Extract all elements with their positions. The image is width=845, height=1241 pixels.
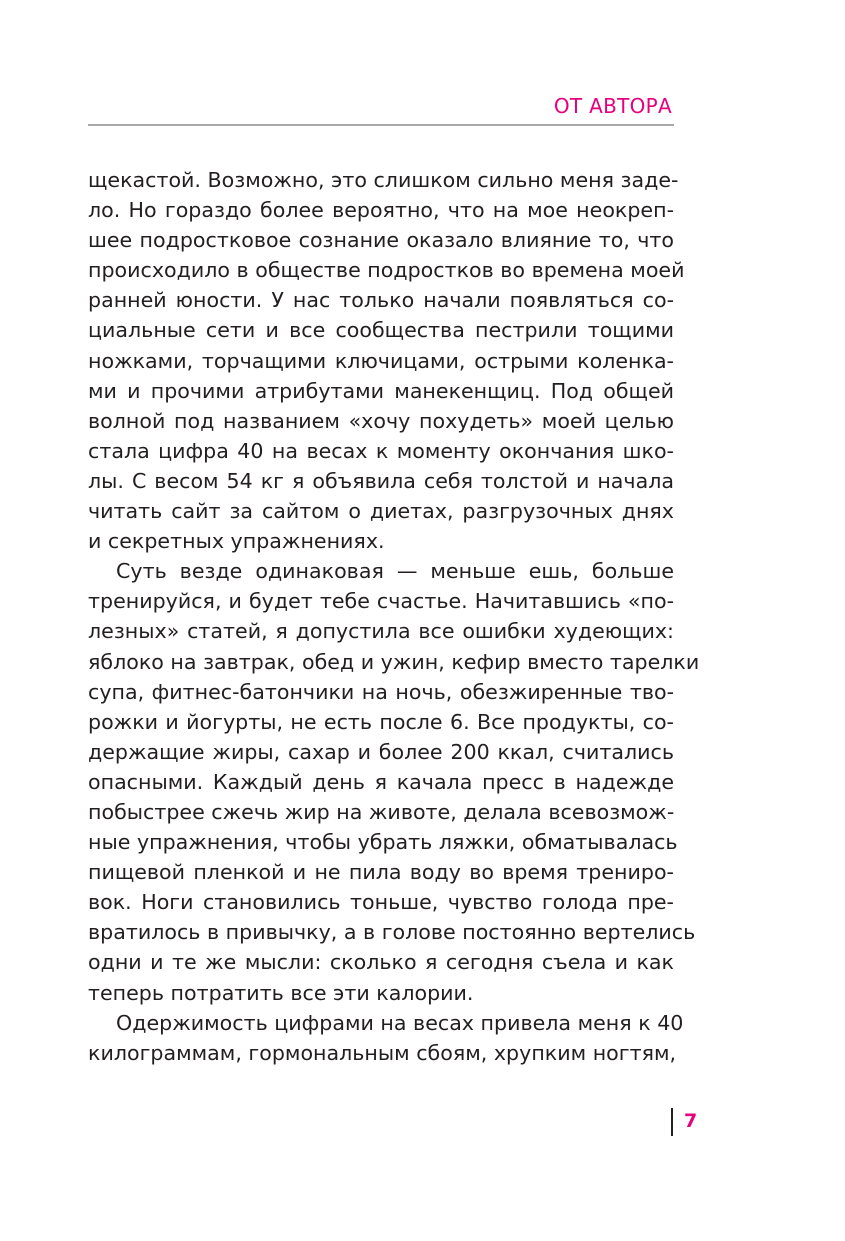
text-line: читать сайт за сайтом о диетах, разгрузочных днях xyxy=(88,499,674,524)
text-line: ло. Но гораздо более вероятно, что на мое неокреп- xyxy=(88,198,674,223)
text-line: килограммам, гормональным сбоям, хрупким ногтям, xyxy=(88,1040,677,1065)
text-line: ранней юности. У нас только начали появляться со- xyxy=(88,288,674,313)
text-line: шее подростковое сознание оказало влияние то, что xyxy=(88,228,674,253)
body-text xyxy=(88,165,700,1068)
text-line: побыстрее сжечь жир на животе, делала всевозмож- xyxy=(88,799,675,824)
text-line: вок. Ноги становились тоньше, чувство голода пре- xyxy=(88,890,674,915)
text-line: тренируйся, и будет тебе счастье. Начитавшись «по- xyxy=(88,589,674,614)
text-line: супа, фитнес-батончики на ночь, обезжиренные тво- xyxy=(88,679,674,704)
text-line: и секретных упражнениях. xyxy=(88,529,385,554)
text-line: вратилось в привычку, а в голове постоянно вертелись xyxy=(88,920,696,945)
text-line: опасными. Каждый день я качала пресс в надежде xyxy=(88,769,674,794)
text-line: одни и те же мысли: сколько я сегодня съела и как xyxy=(88,950,674,975)
text-line: теперь потратить все эти калории. xyxy=(88,980,474,1005)
text-line: пищевой пленкой и не пила воду во время трениро- xyxy=(88,860,674,885)
text-line: яблоко на завтрак, обед и ужин, кефир вместо тарелки xyxy=(88,649,700,674)
text-line: лы. С весом 54 кг я объявила себя толстой и начала xyxy=(88,468,674,493)
text-line: ные упражнения, чтобы убрать ляжки, обматывалась xyxy=(88,830,678,855)
running-head xyxy=(88,90,674,126)
text-line: происходило в обществе подростков во времена моей xyxy=(88,258,685,283)
text-line: лезных» статей, я допустила все ошибки худеющих: xyxy=(88,619,674,644)
page-footer xyxy=(671,1108,711,1136)
page-number: 7 xyxy=(684,1110,698,1132)
footer-divider xyxy=(671,1108,673,1136)
text-line: ножками, торчащими ключицами, острыми коленка- xyxy=(88,348,674,373)
text-line: циальные сети и все сообщества пестрили тощими xyxy=(88,318,674,343)
text-line: щекастой. Возможно, это слишком сильно меня заде- xyxy=(88,168,679,192)
text-line: ми и прочими атрибутами манекенщиц. Под общей xyxy=(88,378,674,403)
text-line: держащие жиры, сахар и более 200 ккал, считались xyxy=(88,739,674,764)
text-line: волной под названием «хочу похудеть» моей целью xyxy=(88,408,674,433)
section-title: ОТ АВТОРА xyxy=(553,94,672,118)
text-line: Одержимость цифрами на весах привела меня к 40 xyxy=(116,1010,684,1035)
text-line: рожки и йогурты, не есть после 6. Все продукты, со- xyxy=(88,709,674,734)
text-line: стала цифра 40 на весах к моменту окончания шко- xyxy=(88,438,674,463)
text-line: Суть везде одинаковая — меньше ешь, больше xyxy=(116,559,674,584)
